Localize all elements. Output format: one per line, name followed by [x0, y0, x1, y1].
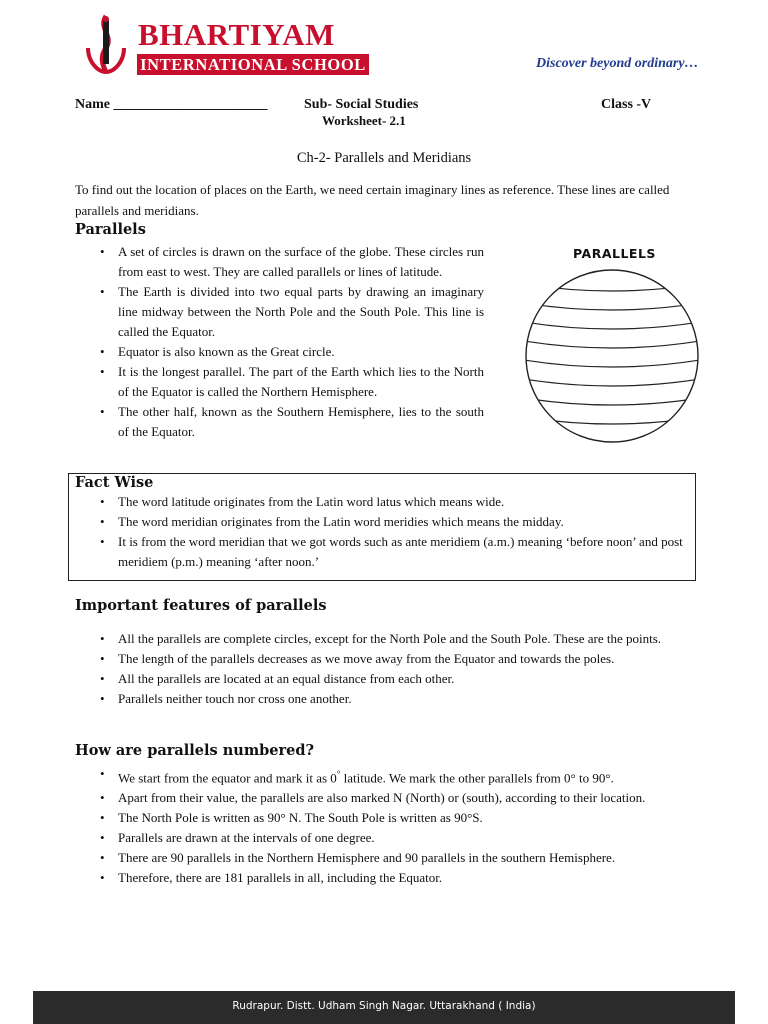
- list-item: • The word meridian originates from the Latin word meridies which means the midday.: [96, 512, 694, 532]
- chapter-title: Ch-2- Parallels and Meridians: [296, 150, 472, 166]
- list-item: • It is the longest parallel. The part of the Earth which lies to the North of the Equator is called the Northern Hemisphere.: [96, 362, 484, 402]
- name-field-label: Name ______________________: [75, 97, 268, 112]
- features-heading: Important features of parallels: [75, 597, 327, 614]
- school-logo-icon: [82, 14, 130, 76]
- list-item: • It is from the word meridian that we got words such as ante meridiem (a.m.) meaning ‘before noon’ and post meridiem (p.m.) meaning ‘after noon.’: [96, 532, 694, 572]
- parallels-list: [96, 242, 484, 442]
- class-label: Class -V: [601, 97, 652, 112]
- list-item: • Equator is also known as the Great circle.: [96, 342, 484, 362]
- item-text: We start from the equator and mark it as 0: [118, 770, 337, 786]
- list-item: • The North Pole is written as 90° N. The South Pole is written as 90°S.: [96, 808, 696, 828]
- parallels-heading: Parallels: [75, 221, 146, 238]
- list-item: • The length of the parallels decreases as we move away from the Equator and towards the poles.: [96, 649, 696, 669]
- numbering-list: [96, 764, 696, 888]
- list-item: • The other half, known as the Southern Hemisphere, lies to the south of the Equator.: [96, 402, 484, 442]
- list-item: • Parallels are drawn at the intervals of one degree.: [96, 828, 696, 848]
- degree-mark: °: [336, 769, 341, 779]
- numbering-heading: How are parallels numbered?: [75, 742, 315, 759]
- figure-label: PARALLELS: [573, 246, 656, 261]
- list-item: • There are 90 parallels in the Northern Hemisphere and 90 parallels in the southern Hemisphere.: [96, 848, 696, 868]
- list-item: • The Earth is divided into two equal parts by drawing an imaginary line midway between the North Pole and the South Pole. This line is called the Equator.: [96, 282, 484, 342]
- list-item: • All the parallels are complete circles, except for the North Pole and the South Pole. These are the points.: [96, 629, 696, 649]
- list-item: • Parallels neither touch nor cross one another.: [96, 689, 696, 709]
- globe-parallels-figure: [524, 268, 700, 444]
- school-name: BHARTIYAM: [138, 17, 335, 52]
- list-item: • Apart from their value, the parallels are also marked N (North) or (south), according to their location.: [96, 788, 696, 808]
- list-item: • A set of circles is drawn on the surface of the globe. These circles run from east to west. They are called parallels or lines of latitude.: [96, 242, 484, 282]
- features-list: [96, 629, 696, 709]
- worksheet-label: Worksheet- 2.1: [322, 113, 406, 128]
- intro-paragraph: To find out the location of places on the Earth, we need certain imaginary lines as reference. These lines are called parallels and meridians.: [75, 182, 670, 218]
- footer-address: Rudrapur. Distt. Udham Singh Nagar. Uttarakhand ( India): [232, 1000, 536, 1012]
- school-subtitle: INTERNATIONAL SCHOOL: [137, 54, 369, 75]
- list-item: • The word latitude originates from the Latin word latus which means wide.: [96, 492, 694, 512]
- fact-wise-list: [96, 492, 694, 572]
- list-item: • Therefore, there are 181 parallels in all, including the Equator.: [96, 868, 696, 888]
- list-item: [96, 764, 696, 788]
- subject-label: Sub- Social Studies: [304, 97, 419, 112]
- tagline: Discover beyond ordinary…: [536, 56, 699, 71]
- item-text: latitude. We mark the other parallels from 0° to 90°.: [340, 770, 614, 786]
- list-item: • All the parallels are located at an equal distance from each other.: [96, 669, 696, 689]
- fact-wise-heading: Fact Wise: [75, 474, 154, 491]
